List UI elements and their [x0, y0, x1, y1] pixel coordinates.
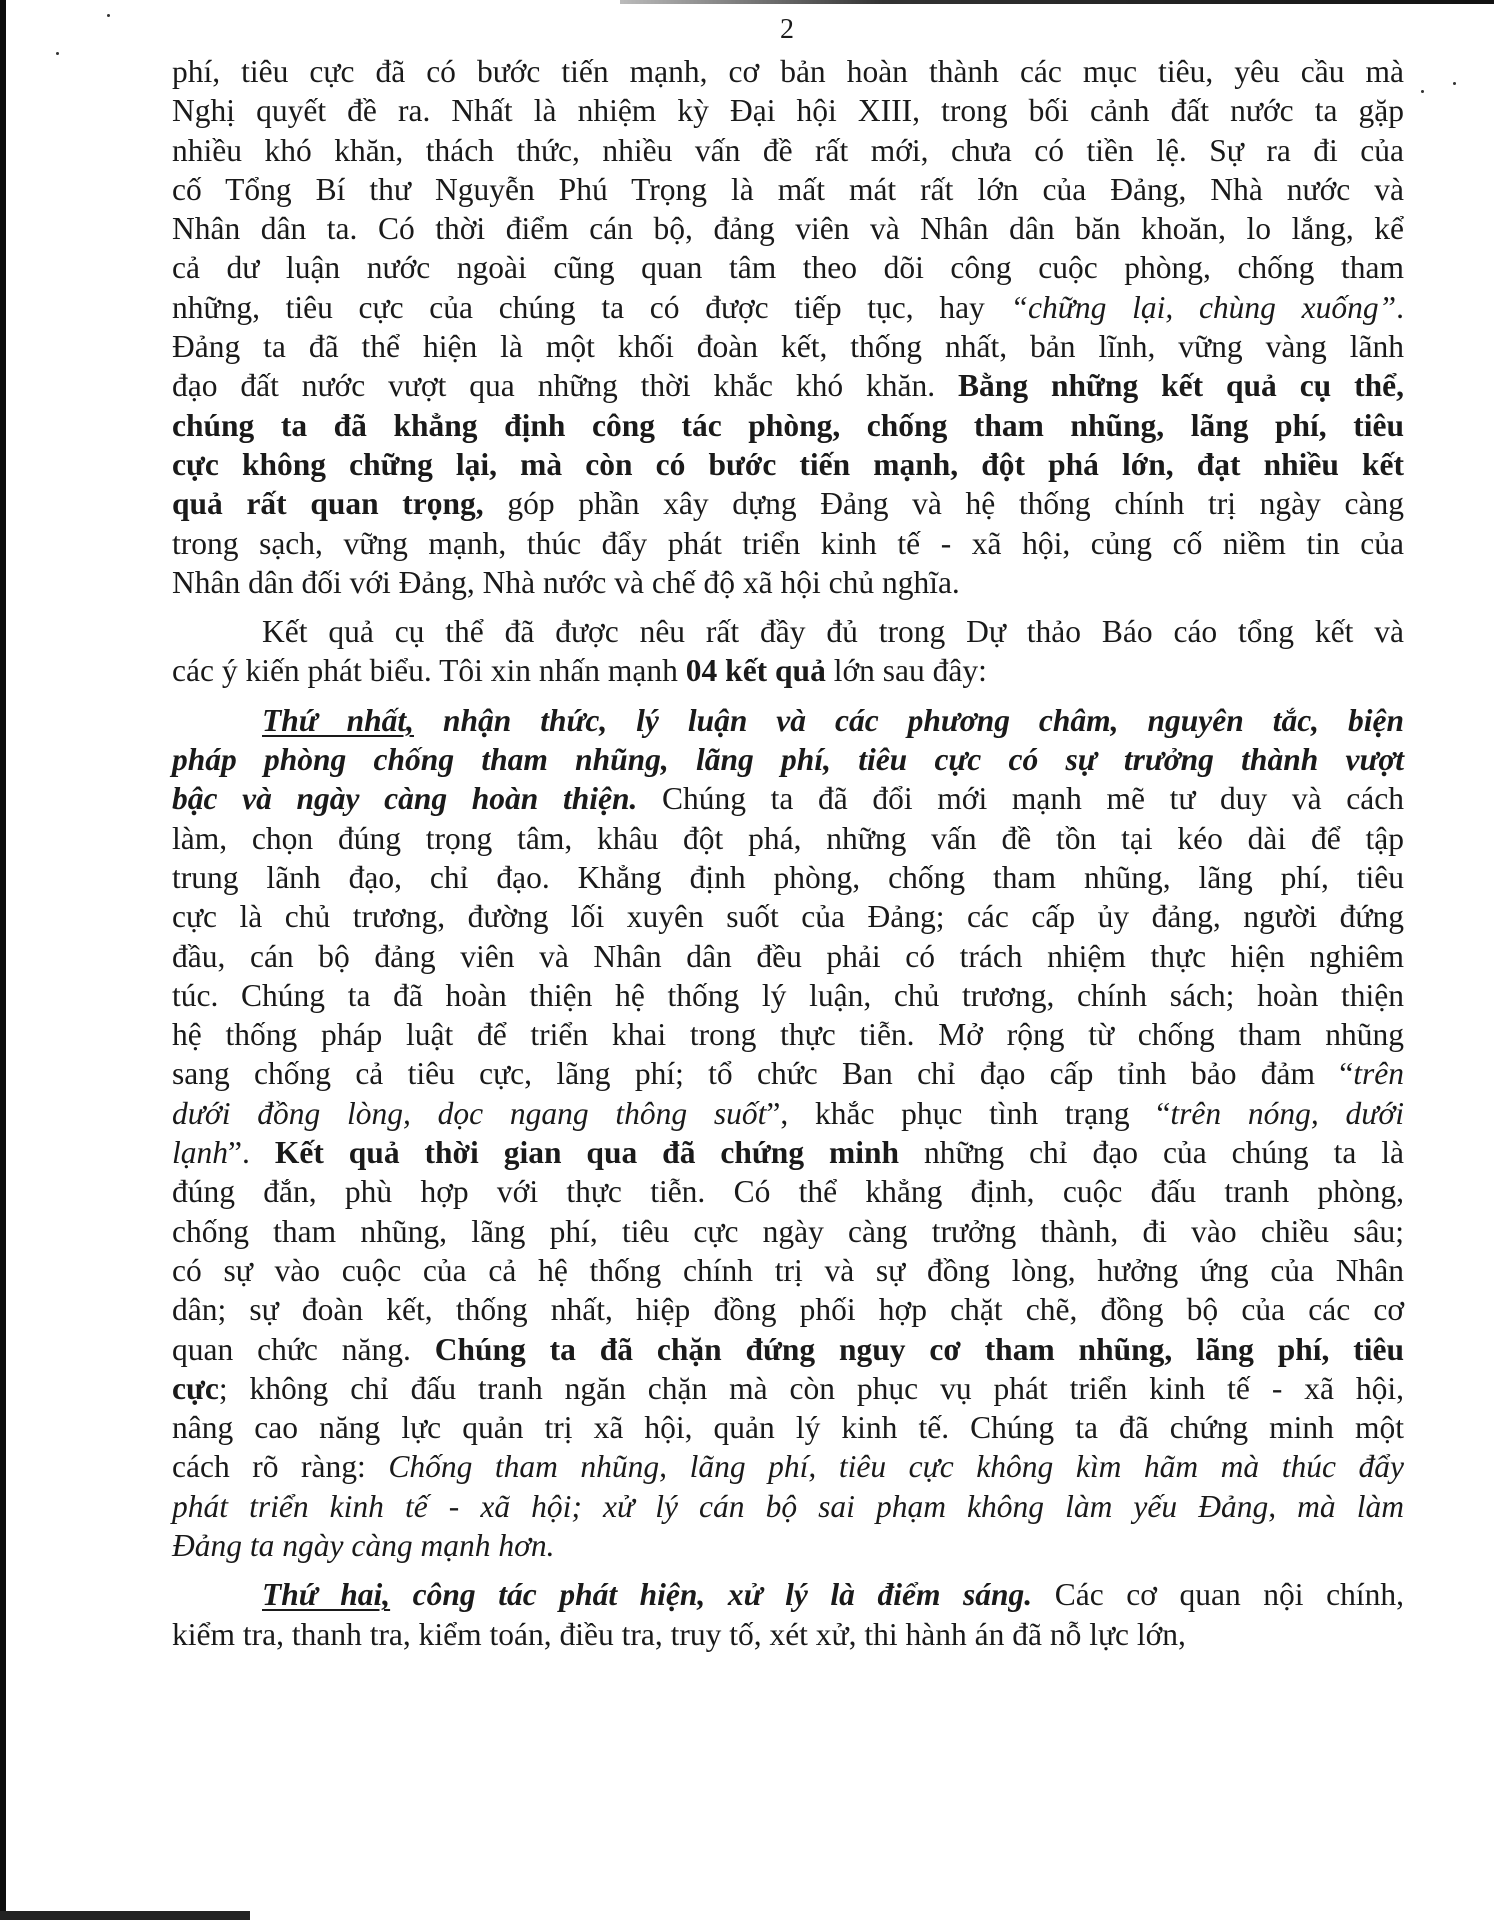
scan-speck	[1453, 82, 1456, 85]
text-line	[172, 1212, 1404, 1251]
text-line	[172, 1054, 1404, 1093]
text-run: nhiều khó khăn, thách thức, nhiều vấn đề rất mới, chưa có tiền lệ. Sự ra đi của	[172, 132, 1404, 168]
text-line	[172, 1447, 1404, 1486]
emphasized-text: trên nóng, dưới	[1170, 1095, 1404, 1131]
text-run: cả dư luận nước ngoài cũng quan tâm theo dõi công cuộc phòng, chống tham	[172, 250, 1404, 286]
text-run: các ý kiến phát biểu. Tôi xin nhấn mạnh	[172, 653, 686, 689]
paragraph	[172, 701, 1404, 1566]
text-line	[172, 858, 1404, 897]
text-line	[172, 779, 1404, 818]
text-run: làm, chọn đúng trọng tâm, khâu đột phá, những vấn đề tồn tại kéo dài để tập	[172, 820, 1404, 856]
text-line	[172, 52, 1404, 91]
emphasized-text: trên	[1353, 1056, 1404, 1092]
emphasized-text: công tác phát hiện, xử lý là điểm sáng.	[390, 1577, 1033, 1613]
text-line	[172, 288, 1404, 327]
text-line	[172, 563, 1404, 602]
emphasized-text: Thứ nhất,	[262, 702, 414, 738]
text-line	[172, 897, 1404, 936]
text-line	[172, 248, 1404, 287]
text-run: phí, tiêu cực đã có bước tiến mạnh, cơ bản hoàn thành các mục tiêu, yêu cầu mà	[172, 54, 1404, 89]
paragraph	[172, 52, 1404, 602]
text-line	[172, 445, 1404, 484]
emphasized-text: Kết quả thời gian qua đã chứng minh	[274, 1135, 900, 1171]
text-line	[172, 524, 1404, 563]
emphasized-text: cực không chững lại, mà còn có bước tiến mạnh, đột phá lớn, đạt nhiều kết	[172, 446, 1404, 482]
text-line	[172, 170, 1404, 209]
document-body	[172, 52, 1404, 1654]
text-run: cách rõ ràng:	[172, 1449, 389, 1485]
text-run: trong sạch, vững mạnh, thúc đẩy phát triển kinh tế - xã hội, củng cố niềm tin của	[172, 525, 1404, 561]
paragraph	[172, 1575, 1404, 1654]
text-run: dân; sự đoàn kết, thống nhất, hiệp đồng phối hợp chặt chẽ, đồng bộ của các cơ	[172, 1292, 1404, 1328]
text-run: hệ thống pháp luật để triển khai trong thực tiễn. Mở rộng từ chống tham nhũng	[172, 1017, 1404, 1053]
scan-speck	[1421, 90, 1424, 93]
text-run: ; không chỉ đấu tranh ngăn chặn mà còn phục vụ phát triển kinh tế - xã hội,	[218, 1370, 1404, 1406]
text-line	[172, 484, 1404, 523]
text-run: Chúng ta đã đổi mới mạnh mẽ tư duy và cách	[637, 781, 1404, 817]
emphasized-text: “chững lại, chùng xuống”	[1010, 289, 1397, 325]
emphasized-text: nhận thức, lý luận và các phương châm, nguyên tắc, biện	[414, 702, 1405, 738]
emphasized-text: Thứ hai,	[262, 1577, 391, 1613]
page-number: 2	[780, 14, 794, 45]
text-line	[172, 651, 1404, 690]
text-line	[172, 1133, 1404, 1172]
text-run: Nhân dân đối với Đảng, Nhà nước và chế độ xã hội chủ nghĩa.	[172, 564, 960, 600]
emphasized-text: Chúng ta đã chặn đứng nguy cơ tham nhũng, lãng phí, tiêu	[434, 1331, 1405, 1367]
text-run: góp phần xây dựng Đảng và hệ thống chính trị ngày càng	[483, 486, 1404, 522]
text-run: Các cơ quan nội chính,	[1032, 1577, 1404, 1613]
text-line	[172, 406, 1404, 445]
text-line	[172, 1526, 1404, 1565]
emphasized-text: dưới đồng lòng, dọc ngang thông suốt	[172, 1095, 767, 1131]
text-run: có sự vào cuộc của cả hệ thống chính trị và sự đồng lòng, hưởng ứng của Nhân	[172, 1252, 1404, 1288]
text-line	[172, 701, 1404, 740]
text-line	[172, 1094, 1404, 1133]
text-run: ”, khắc phục tình trạng “	[766, 1095, 1171, 1131]
text-line	[172, 976, 1404, 1015]
text-run: những, tiêu cực của chúng ta có được tiếp tục, hay	[172, 289, 1011, 325]
emphasized-text: bậc và ngày càng hoàn thiện.	[172, 781, 638, 817]
text-line	[172, 612, 1404, 651]
emphasized-text: quả rất quan trọng,	[172, 486, 484, 522]
text-line	[172, 91, 1404, 130]
emphasized-text: 04 kết quả	[685, 653, 826, 689]
text-line	[172, 1172, 1404, 1211]
text-line	[172, 1290, 1404, 1329]
text-run: chống tham nhũng, lãng phí, tiêu cực ngày càng trưởng thành, đi vào chiều sâu;	[172, 1213, 1404, 1249]
text-run: Đảng ta đã thể hiện là một khối đoàn kết, thống nhất, bản lĩnh, vững vàng lãnh	[172, 329, 1404, 365]
scan-speck	[56, 52, 59, 55]
text-line	[172, 1251, 1404, 1290]
scan-edge-top	[620, 0, 1494, 4]
text-run: sang chống cả tiêu cực, lãng phí; tổ chức Ban chỉ đạo cấp tỉnh bảo đảm “	[172, 1056, 1354, 1092]
emphasized-text: pháp phòng chống tham nhũng, lãng phí, tiêu cực có sự trưởng thành vượt	[172, 742, 1404, 778]
text-line	[172, 1015, 1404, 1054]
text-line	[172, 1487, 1404, 1526]
text-line	[172, 1330, 1404, 1369]
paragraph	[172, 612, 1404, 691]
text-run: đúng đắn, phù hợp với thực tiễn. Có thể khẳng định, cuộc đấu tranh phòng,	[172, 1174, 1404, 1210]
text-run: lớn sau đây:	[825, 653, 987, 689]
text-line	[172, 327, 1404, 366]
emphasized-text: Chống tham nhũng, lãng phí, tiêu cực không kìm hãm mà thúc đẩy	[388, 1449, 1404, 1485]
scan-edge-bottom	[0, 1911, 250, 1920]
text-run: túc. Chúng ta đã hoàn thiện hệ thống lý luận, chủ trương, chính sách; hoàn thiện	[172, 977, 1404, 1013]
text-run: Kết quả cụ thể đã được nêu rất đầy đủ trong Dự thảo Báo cáo tổng kết và	[262, 614, 1404, 650]
text-run: Nhân dân ta. Có thời điểm cán bộ, đảng viên và Nhân dân băn khoăn, lo lắng, kể	[172, 211, 1404, 247]
text-run: quan chức năng.	[172, 1331, 435, 1367]
emphasized-text: Đảng ta ngày càng mạnh hơn.	[172, 1527, 555, 1563]
text-line	[172, 819, 1404, 858]
text-run: ”.	[228, 1135, 275, 1171]
text-run: kiểm tra, thanh tra, kiểm toán, điều tra, truy tố, xét xử, thi hành án đã nỗ lực lớn,	[172, 1616, 1186, 1652]
text-run: đầu, cán bộ đảng viên và Nhân dân đều phải có trách nhiệm thực hiện nghiêm	[172, 938, 1404, 974]
emphasized-text: chúng ta đã khẳng định công tác phòng, chống tham nhũng, lãng phí, tiêu	[172, 407, 1404, 443]
paragraph-gap	[172, 1565, 1404, 1575]
text-run: .	[1396, 289, 1404, 325]
emphasized-text: cực	[172, 1370, 219, 1406]
text-run: Nghị quyết đề ra. Nhất là nhiệm kỳ Đại hội XIII, trong bối cảnh đất nước ta gặp	[172, 93, 1404, 129]
emphasized-text: lạnh	[172, 1135, 229, 1171]
scan-edge-left	[0, 0, 6, 1920]
text-run: trung lãnh đạo, chỉ đạo. Khẳng định phòng, chống tham nhũng, lãng phí, tiêu	[172, 859, 1404, 895]
text-run: cố Tổng Bí thư Nguyễn Phú Trọng là mất mát rất lớn của Đảng, Nhà nước và	[172, 171, 1404, 207]
text-line	[172, 1575, 1404, 1614]
emphasized-text: Bằng những kết quả cụ thể,	[958, 368, 1404, 404]
text-run: những chỉ đạo của chúng ta là	[899, 1135, 1405, 1171]
text-line	[172, 131, 1404, 170]
paragraph-gap	[172, 691, 1404, 701]
text-line	[172, 937, 1404, 976]
text-line	[172, 209, 1404, 248]
text-run: cực là chủ trương, đường lối xuyên suốt của Đảng; các cấp ủy đảng, người đứng	[172, 899, 1404, 935]
text-line	[172, 1408, 1404, 1447]
text-line	[172, 740, 1404, 779]
text-run: đạo đất nước vượt qua những thời khắc khó khăn.	[172, 368, 959, 404]
paragraph-gap	[172, 602, 1404, 612]
text-run: nâng cao năng lực quản trị xã hội, quản lý kinh tế. Chúng ta đã chứng minh một	[172, 1410, 1404, 1446]
text-line	[172, 1369, 1404, 1408]
text-line	[172, 366, 1404, 405]
text-line	[172, 1615, 1404, 1654]
emphasized-text: phát triển kinh tế - xã hội; xử lý cán bộ sai phạm không làm yếu Đảng, mà làm	[172, 1488, 1404, 1524]
